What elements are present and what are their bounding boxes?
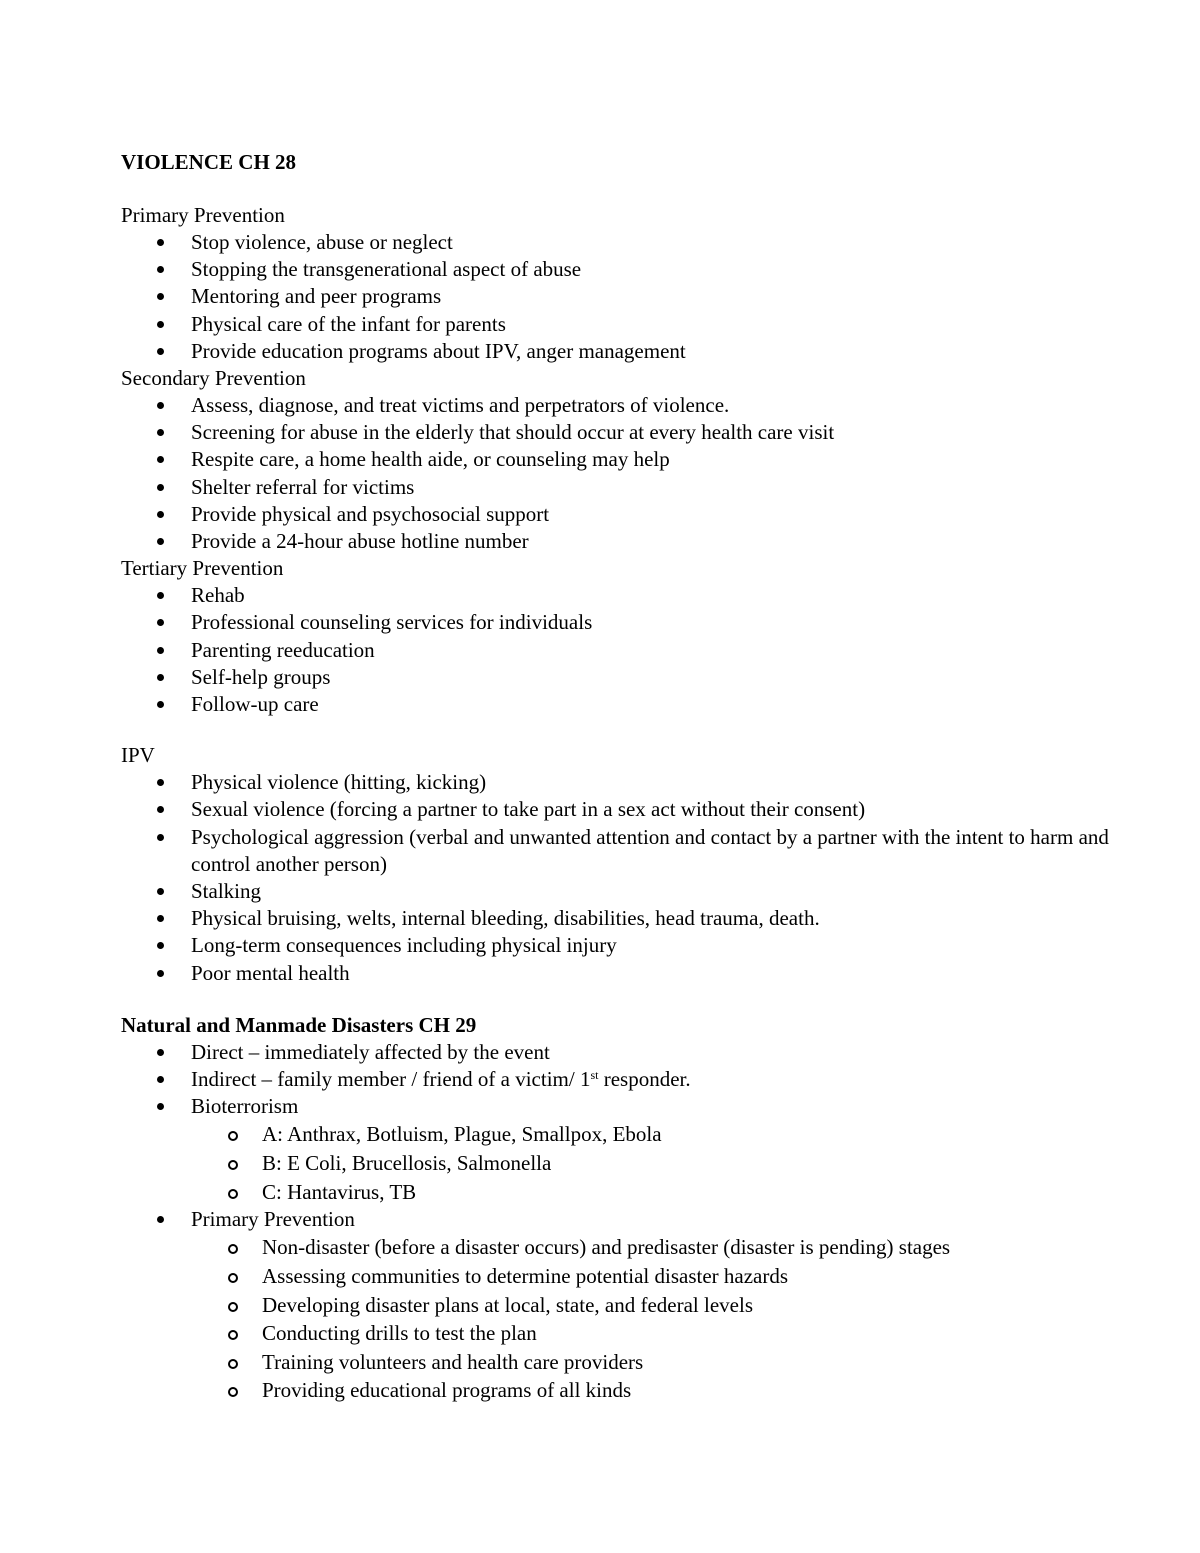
list-item: Direct – immediately affected by the event <box>121 1039 1141 1066</box>
sub-list-item: Providing educational programs of all kinds <box>121 1376 1141 1405</box>
list-item: Stalking <box>121 878 1141 905</box>
secondary-prevention-list <box>121 392 1141 555</box>
list-item: Physical care of the infant for parents <box>121 311 1141 338</box>
sub-list-item: Training volunteers and health care providers <box>121 1348 1141 1377</box>
ipv-list <box>121 769 1141 987</box>
sub-list-item: Non-disaster (before a disaster occurs) and predisaster (disaster is pending) stages <box>121 1233 1141 1262</box>
list-item: Mentoring and peer programs <box>121 283 1141 310</box>
list-item: Assess, diagnose, and treat victims and perpetrators of violence. <box>121 392 1141 419</box>
list-item: Professional counseling services for individuals <box>121 609 1141 636</box>
chapter-28-title: VIOLENCE CH 28 <box>121 150 297 174</box>
list-item: Follow-up care <box>121 691 1141 718</box>
secondary-prevention-label: Secondary Prevention <box>121 366 306 391</box>
primary-prevention-list <box>121 229 1141 365</box>
primary-prevention-label: Primary Prevention <box>121 203 285 227</box>
list-item: Parenting reeducation <box>121 637 1141 664</box>
list-item: Rehab <box>121 582 1141 609</box>
list-item: Stop violence, abuse or neglect <box>121 229 1141 256</box>
list-item: Sexual violence (forcing a partner to take part in a sex act without their consent) <box>121 796 1141 823</box>
indirect-text-end: responder. <box>598 1067 691 1092</box>
list-item: Self-help groups <box>121 664 1141 691</box>
list-item: Provide education programs about IPV, anger management <box>121 338 1141 365</box>
list-item: Shelter referral for victims <box>121 474 1141 501</box>
chapter-29-title: Natural and Manmade Disasters CH 29 <box>121 1012 477 1037</box>
list-item: Psychological aggression (verbal and unwanted attention and contact by a partner with the intent to harm and control another person) <box>121 824 1141 878</box>
sub-list-item: Conducting drills to test the plan <box>121 1319 1141 1348</box>
disasters-list <box>121 1039 1141 1405</box>
tertiary-prevention-label: Tertiary Prevention <box>121 556 284 581</box>
list-item: Poor mental health <box>121 960 1141 987</box>
sub-list-item: Developing disaster plans at local, state, and federal levels <box>121 1291 1141 1320</box>
sub-list-item: Assessing communities to determine potential disaster hazards <box>121 1262 1141 1291</box>
list-item: Provide a 24-hour abuse hotline number <box>121 528 1141 555</box>
ordinal-suffix: st <box>590 1068 599 1083</box>
list-item: Physical bruising, welts, internal bleeding, disabilities, head trauma, death. <box>121 905 1141 932</box>
tertiary-prevention-list <box>121 582 1141 718</box>
list-item: Long-term consequences including physical injury <box>121 932 1141 959</box>
list-item: Screening for abuse in the elderly that should occur at every health care visit <box>121 419 1141 446</box>
list-item: Provide physical and psychosocial support <box>121 501 1141 528</box>
list-item: Physical violence (hitting, kicking) <box>121 769 1141 796</box>
indirect-text: Indirect – family member / friend of a victim/ 1 <box>191 1067 591 1092</box>
sub-list-item: B: E Coli, Brucellosis, Salmonella <box>121 1149 1141 1178</box>
list-item: Stopping the transgenerational aspect of abuse <box>121 256 1141 283</box>
sub-list-item: C: Hantavirus, TB <box>121 1178 1141 1207</box>
document-body <box>121 148 1141 1405</box>
list-item <box>121 1066 1141 1093</box>
list-item-primary-prevention: Primary Prevention <box>121 1206 1141 1233</box>
list-item: Respite care, a home health aide, or counseling may help <box>121 446 1141 473</box>
sub-list-item: A: Anthrax, Botluism, Plague, Smallpox, Ebola <box>121 1120 1141 1149</box>
list-item-bioterrorism: Bioterrorism <box>121 1093 1141 1120</box>
ipv-label: IPV <box>121 743 155 768</box>
